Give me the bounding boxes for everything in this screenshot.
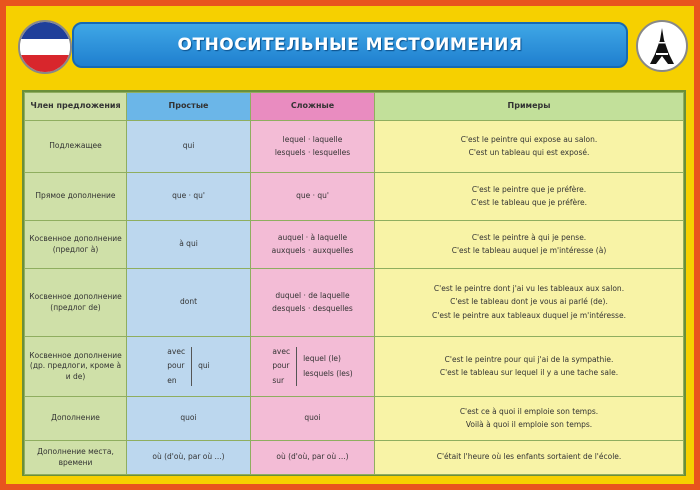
table-row bbox=[25, 397, 684, 441]
example-sentence: C'est le tableau que je préfère. bbox=[470, 198, 587, 207]
preposition: pour bbox=[167, 361, 185, 371]
complex-cell bbox=[251, 121, 375, 173]
complex-form: lesquels · lesquelles bbox=[274, 148, 351, 157]
header-examples: Примеры bbox=[375, 93, 684, 121]
member-cell: Косвенное дополнение (др. предлоги, кроме à и de) bbox=[25, 337, 127, 397]
header-complex: Сложные bbox=[251, 93, 375, 121]
examples-cell bbox=[375, 397, 684, 441]
simple-cell: que · qu' bbox=[127, 173, 251, 221]
example-sentence: C'est le peintre à qui je pense. bbox=[471, 232, 587, 242]
complex-cell bbox=[251, 397, 375, 441]
examples-cell bbox=[375, 173, 684, 221]
complex-form: que · qu' bbox=[296, 191, 329, 201]
member-cell: Дополнение места, времени bbox=[25, 441, 127, 475]
preposition: sur bbox=[272, 375, 285, 385]
table-row bbox=[25, 173, 684, 221]
example-sentence: C'est le tableau sur lequel il y a une tache sale. bbox=[439, 368, 619, 377]
simple-cell: dont bbox=[127, 269, 251, 337]
example-sentence: C'est le peintre dont j'ai vu les tableaux aux salon. bbox=[433, 284, 625, 294]
complex-cell bbox=[251, 337, 375, 397]
page-title: ОТНОСИТЕЛЬНЫЕ МЕСТОИМЕНИЯ bbox=[177, 35, 523, 55]
example-sentence: C'était l'heure où les enfants sortaient de l'école. bbox=[436, 452, 622, 462]
pronoun-table bbox=[22, 90, 686, 476]
member-cell: Прямое дополнение bbox=[25, 173, 127, 221]
example-sentence: C'est le tableau auquel je m'intéresse (à) bbox=[451, 246, 607, 255]
complex-cell bbox=[251, 173, 375, 221]
examples-cell bbox=[375, 269, 684, 337]
example-sentence: Voilà à quoi il emploie son temps. bbox=[465, 420, 593, 429]
examples-cell bbox=[375, 337, 684, 397]
table-row bbox=[25, 269, 684, 337]
complex-form: où (d'où, par où ...) bbox=[276, 452, 349, 462]
preposition: avec bbox=[272, 347, 291, 357]
example-sentence: C'est le peintre que je préfère. bbox=[471, 184, 587, 194]
complex-form: auquel · à laquelle bbox=[277, 232, 348, 242]
preposition: en bbox=[167, 375, 177, 385]
eiffel-tower-icon bbox=[636, 20, 688, 72]
preposition: avec bbox=[167, 347, 186, 357]
preposition: pour bbox=[272, 361, 290, 371]
table-row bbox=[25, 221, 684, 269]
member-cell: Косвенное дополнение (предлог à) bbox=[25, 221, 127, 269]
complex-cell bbox=[251, 269, 375, 337]
example-sentence: C'est un tableau qui est exposé. bbox=[468, 148, 590, 157]
example-sentence: C'est ce à quoi il emploie son temps. bbox=[459, 406, 599, 416]
title-bar bbox=[72, 22, 628, 68]
simple-cell bbox=[127, 337, 251, 397]
complex-form: auxquels · auxquelles bbox=[271, 246, 354, 255]
simple-word: qui bbox=[198, 361, 210, 371]
example-sentence: C'est le peintre aux tableaux duquel je m'intéresse. bbox=[432, 310, 626, 320]
member-cell: Подлежащее bbox=[25, 121, 127, 173]
complex-form: lesquels (les) bbox=[303, 368, 353, 378]
simple-cell: quoi bbox=[127, 397, 251, 441]
table-row bbox=[25, 441, 684, 475]
table-row bbox=[25, 337, 684, 397]
examples-cell bbox=[375, 221, 684, 269]
simple-cell: où (d'où, par où ...) bbox=[127, 441, 251, 475]
header-simple: Простые bbox=[127, 93, 251, 121]
examples-cell bbox=[375, 441, 684, 475]
complex-cell bbox=[251, 221, 375, 269]
complex-cell bbox=[251, 441, 375, 475]
complex-form: quoi bbox=[304, 413, 321, 423]
header bbox=[12, 14, 688, 74]
table-header-row bbox=[25, 93, 684, 121]
examples-cell bbox=[375, 121, 684, 173]
complex-form: lequel (le) bbox=[303, 354, 341, 364]
complex-form: lequel · laquelle bbox=[282, 134, 343, 144]
table-row bbox=[25, 121, 684, 173]
complex-form: duquel · de laquelle bbox=[275, 290, 350, 300]
example-sentence: C'est le peintre qui expose au salon. bbox=[460, 134, 598, 144]
header-member: Член предложения bbox=[25, 93, 127, 121]
france-flag-icon bbox=[18, 20, 72, 74]
example-sentence: C'est le peintre pour qui j'ai de la sympathie. bbox=[444, 354, 614, 364]
simple-cell: à qui bbox=[127, 221, 251, 269]
member-cell: Дополнение bbox=[25, 397, 127, 441]
example-sentence: C'est le tableau dont je vous ai parlé (de). bbox=[450, 297, 608, 307]
complex-form: desquels · desquelles bbox=[272, 304, 353, 313]
simple-cell: qui bbox=[127, 121, 251, 173]
member-cell: Косвенное дополнение (предлог de) bbox=[25, 269, 127, 337]
